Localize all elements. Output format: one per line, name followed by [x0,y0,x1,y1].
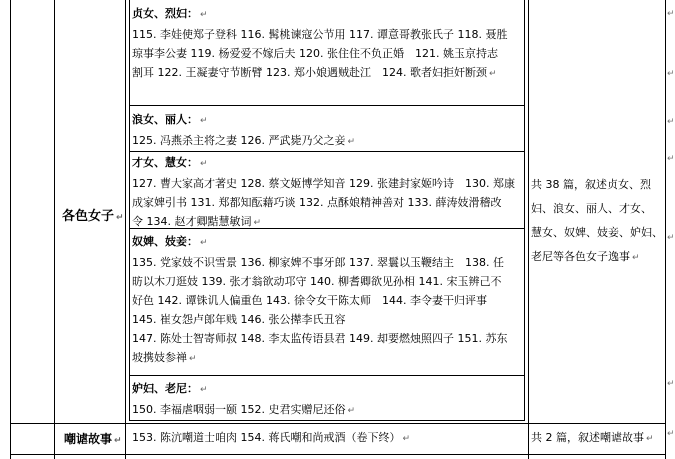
margin-mark: ↵ [667,154,675,164]
margin-mark: ↵ [667,233,675,243]
section-wanton-women: 浪女、丽人： ↵ 125. 冯燕杀主将之妻 126. 严武毙乃父之妾 ↵ [126,110,527,152]
inner-divider-1 [129,105,525,106]
section-jealous-wives-nuns: 妒妇、老尼： ↵ 150. 李福虐咽弱一颐 152. 史君实赠尼还俗 ↵ [126,379,527,421]
section-talented-women: 才女、慧女： ↵ 127. 曹大家高才著史 128. 蔡文姬博学知音 129. 张建封家姬吟诗 130. 郑康 成家婢引书 131. 郑都知酝藉巧谈 132. 点酥娘精神善对 133. 薛涛妓滑稽改 令 134. 赵才卿黠慧敏词 ↵ [126,153,527,233]
section-heading: 奴婢、妓妾： [132,235,198,248]
margin-mark: ↵ [667,9,675,19]
margin-mark: ↵ [667,117,675,127]
category-label: 各色女子 ↵ [62,209,124,224]
row2-summary: 共 2 篇，叙述嘲谑故事 ↵ [531,431,654,444]
section-line: 145. 崔女怨卢郎年贱 146. 张公撵李氏丑容 [132,313,346,326]
row2-content: 153. 陈沆嘲道士咱肉 154. 蒋氏嘲和尚戒酒（卷下终） ↵ [132,431,411,444]
section-line: 好色 142. 谭铢讥人偏重色 143. 徐令女干陈太师 144. 李令妻干归评事 [132,294,487,307]
section-line: 147. 陈处士智寄师叔 148. 李太监传语县君 149. 却要燃烛照四子 151. 苏东 [132,332,508,345]
col-divider-1 [54,0,55,459]
section-line: 成家婢引书 131. 郑都知酝藉巧谈 132. 点酥娘精神善对 133. 薛涛妓滑稽改 [132,196,502,209]
section-line: 115. 李娃使郑子登科 116. 髯桃谏寇公节用 117. 谭意哥教张氏子 118. 聂胜 [132,28,508,41]
section-line: 127. 曹大家高才著史 128. 蔡文姬博学知音 129. 张建封家姬吟诗 130. 郑康 [132,177,515,190]
section-maids-courtesans: 奴婢、妓妾： ↵ 135. 党家妓不识雪景 136. 柳家婢不事牙郎 137. 翠鬟以玉鞭结主 138. 任 昉以木刀逛妓 139. 张才翁欲动邛守 140. 柳耆卿欲见孙相 141. 宋玉辨己不 好色 142. 谭铢讥人偏重色 143. 徐令女干陈太师 144. 李令妻干归评事 145. 崔女怨卢郎年贱 146. 张公撵李氏丑容 147. 陈处士智寄师叔 148. 李太监传语县君 149. 却要燃烛照四子 151. 苏东 坡携妓参禅 ↵ [126,232,527,369]
summary-women: 共 38 篇，叙述贞女、烈 妇、浪女、丽人、才女、 慧女、奴婢、妓妾、妒妇、 老尼等各色女子逸事 ↵ [531,178,663,263]
section-heading: 贞女、烈妇： [132,7,198,20]
row-divider [10,423,666,424]
section-line: 令 134. 赵才卿黠慧敏词 ↵ [132,215,262,228]
section-heading: 妒妇、老尼： [132,382,198,395]
section-line: 150. 李福虐咽弱一颐 152. 史君实赠尼还俗 ↵ [132,403,356,416]
margin-mark: ↵ [667,429,675,439]
section-line: 昉以木刀逛妓 139. 张才翁欲动邛守 140. 柳耆卿欲见孙相 141. 宋玉辨己不 [132,275,502,288]
margin-mark: ↵ [667,69,675,79]
section-line: 135. 党家妓不识雪景 136. 柳家婢不事牙郎 137. 翠鬟以玉鞭结主 138. 任 [132,256,504,269]
inner-divider-4 [129,375,525,376]
bottom-border [10,454,666,455]
left-border [10,0,11,459]
section-heading: 浪女、丽人： [132,113,198,126]
section-line: 125. 冯燕杀主将之妻 126. 严武毙乃父之妾 ↵ [132,134,356,147]
margin-mark: ↵ [667,379,675,389]
section-line: 琼事李公妻 119. 杨爱爱不嫁后夫 120. 张住住不负正婚 121. 姚玉京持志 [132,47,498,60]
section-heading: 才女、慧女： [132,156,198,169]
col-divider-3 [528,0,529,459]
row2-label: 嘲谑故事 ↵ [64,432,122,446]
section-line: 割耳 122. 王凝妻守节断臂 123. 郑小娘遇贼赴江 124. 歌者妇拒奸断颈 ↵ [132,66,497,79]
section-line: 坡携妓参禅 ↵ [132,351,197,364]
right-border [665,0,666,459]
section-chaste-women: 贞女、烈妇： ↵ 115. 李娃使郑子登科 116. 髯桃谏寇公节用 117. 谭意哥教张氏子 118. 聂胜 琼事李公妻 119. 杨爱爱不嫁后夫 120. 张住住不负正婚 121. 姚玉京持志 割耳 122. 王凝妻守节断臂 123. 郑小娘遇贼赴江 124. 歌者妇拒奸断颈 ↵ [126,4,527,84]
